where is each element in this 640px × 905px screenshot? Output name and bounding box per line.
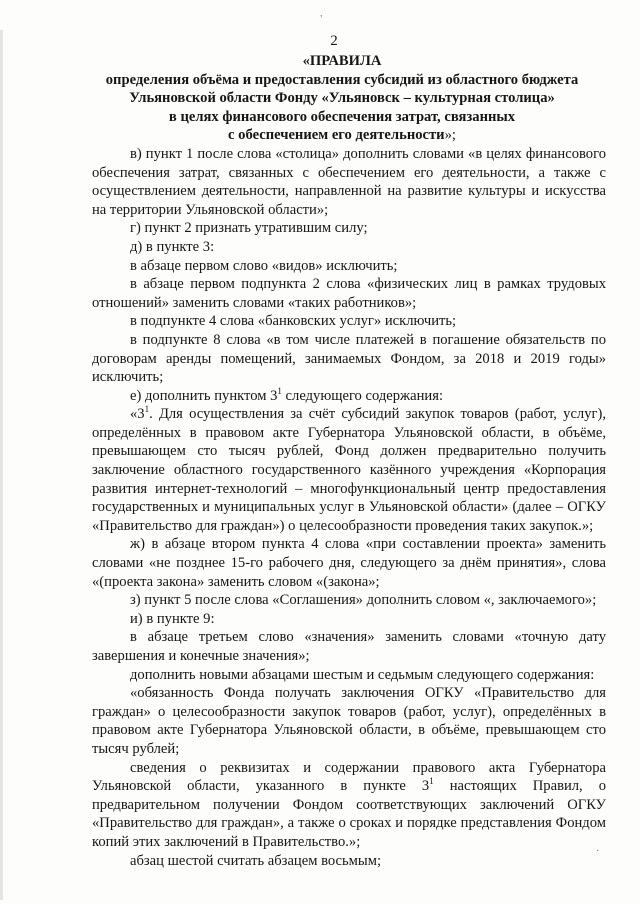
document-body xyxy=(92,145,606,870)
superscript: 1 xyxy=(429,776,434,787)
paragraph-text: е) дополнить пунктом 3 xyxy=(130,387,278,404)
paragraph: в) пункт 1 после слова «столица» дополнить словами «в целях финансового обеспечения затрат, связанных с обеспечением его деятельности, а также с осуществлением деятельности, направленной на развитие культуры и искусства на территории Ульяновской области»; xyxy=(92,145,606,218)
title-line: «ПРАВИЛА xyxy=(302,53,382,69)
scan-speck: · xyxy=(596,846,600,857)
paragraph: в абзаце третьем слово «значения» заменить словами «точную дату завершения и конечные значения»; xyxy=(92,629,606,664)
paragraph: з) пункт 5 после слова «Соглашения» дополнить словом «, заключаемого»; xyxy=(130,592,597,609)
title-line xyxy=(78,126,606,145)
paragraph: в абзаце первом слово «видов» исключить; xyxy=(130,257,398,274)
title-line: в целях финансового обеспечения затрат, связанных xyxy=(168,108,516,125)
superscript: 1 xyxy=(277,385,282,396)
paragraph: «обязанность Фонда получать заключения ОГКУ «Правительство для граждан» о целесообразности закупок товаров (работ, услуг), определённых в правовом акте Губернатора Ульяновской области, в объёме, превышающем сто тысяч рублей; xyxy=(92,685,606,757)
superscript: 1 xyxy=(144,404,150,415)
paragraph: в подпункте 8 слова «в том числе платежей в погашение обязательств по договорам аренды помещений, занимаемых Фондом, за 2018 и 2019 годы» исключить; xyxy=(92,331,606,386)
paragraph: ж) в абзаце втором пункта 4 слова «при составлении проекта» заменить словами «не позднее 15-го рабочего дня, следующего за днём принятия», слова «(проекта закона» заменить словом «(закона»; xyxy=(92,536,606,590)
page-number: 2 xyxy=(330,33,338,49)
title-line: определения объёма и предоставления субсидий из областного бюджета xyxy=(105,71,579,88)
paragraph: г) пункт 2 признать утратившим силу; xyxy=(130,220,368,237)
paragraph: дополнить новыми абзацами шестым и седьмым следующего содержания: xyxy=(130,666,595,683)
scan-speck: , xyxy=(320,8,323,19)
paragraph-text: «3 xyxy=(130,406,145,423)
paragraph: в подпункте 4 слова «банковских услуг» исключить; xyxy=(130,313,457,330)
paragraph xyxy=(92,387,606,406)
paragraph-text: следующего содержания: xyxy=(281,387,444,404)
paragraph-text: сведения о реквизитах и содержании правового акта Губернатора Ульяновской области, указанного в пункте 3 xyxy=(92,759,606,795)
paragraph: в абзаце первом подпункта 2 слова «физических лиц в рамках трудовых отношений» заменить словами «таких работников»; xyxy=(92,276,606,311)
title-line-tail: »; xyxy=(444,127,456,144)
paragraph: и) в пункте 9: xyxy=(130,610,215,627)
paragraph-text: . Для осуществления за счёт субсидий закупок товаров (работ, услуг), определённых в правовом акте Губернатора Ульяновской области, в объёме, превышающем сто тысяч рублей, Фонд должен предварительно получить заключение областного государственного казённого учреждения «Корпорация развития интернет-технологий – многофункциональный центр предоставления государственных и муниципальных услуг в Ульяновской области» (далее – ОГКУ «Правительство для граждан») о целесообразности проведения таких закупок.»; xyxy=(92,406,606,534)
paragraph: д) в пункте 3: xyxy=(130,238,215,255)
paragraph-text: настоящих Правил, о предварительном получении Фондом соответствующих заключений ОГКУ «Правительство для граждан», а также о сроках и порядке представления Фондом копий этих заключений в Правительство.»; xyxy=(92,778,606,850)
document-title xyxy=(78,52,606,145)
paragraph: абзац шестой считать абзацем восьмым; xyxy=(130,852,382,869)
title-line: Ульяновской области Фонду «Ульяновск – культурная столица» xyxy=(129,90,555,107)
paragraph xyxy=(92,759,606,852)
paragraph xyxy=(92,405,606,535)
title-line-text: с обеспечением его деятельности xyxy=(228,127,445,144)
